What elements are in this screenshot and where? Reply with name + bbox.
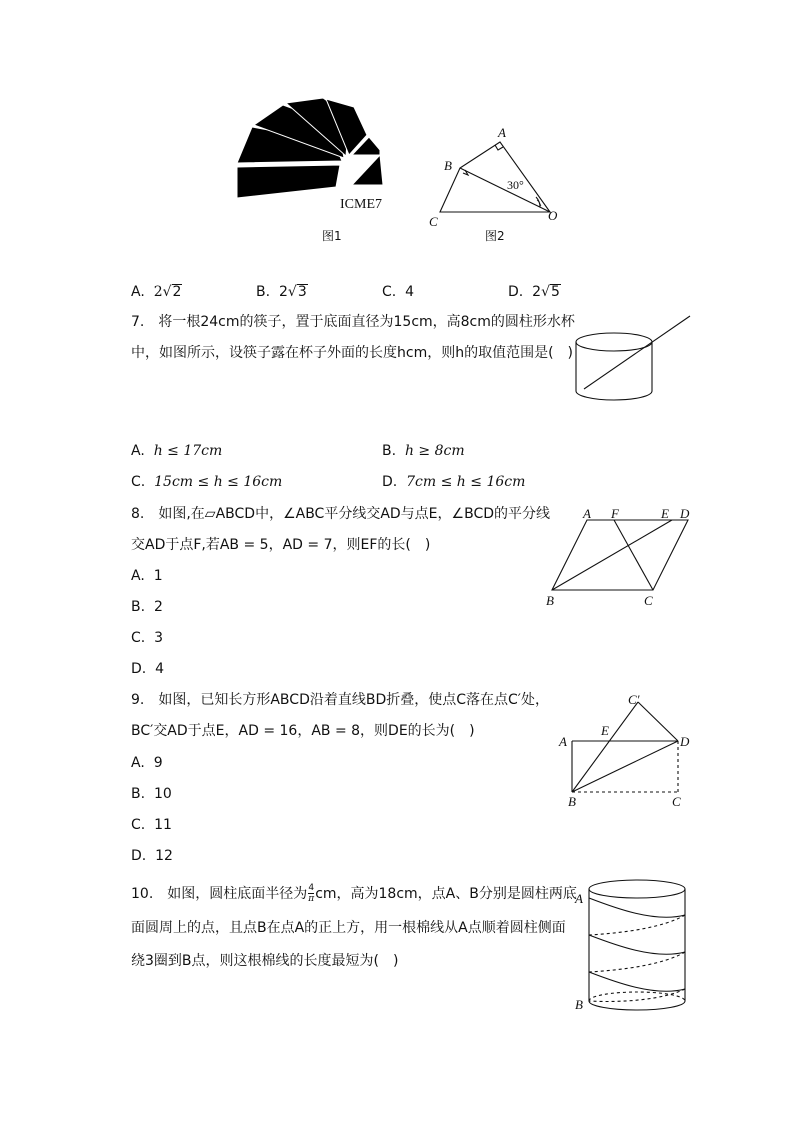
q8-stem-line-1: 8. 如图,在▱ABCD中，∠ABC平分线交AD与点E，∠BCD的平分线	[131, 506, 550, 522]
q8-label-e: E	[661, 506, 669, 521]
q10-stem-line-1: 10. 如图，圆柱底面半径为 $\frac{4}{\pi}$ cm，高为18cm，点A、B分别是圆柱两底	[131, 883, 577, 904]
q8-option-a: A. 1	[131, 568, 163, 584]
q6-option-a: A. 2√2	[131, 284, 182, 300]
q7-cup-figure	[572, 312, 697, 407]
q9-option-b: B. 10	[131, 786, 172, 802]
q7-option-a: A. h ≤ 17cm	[131, 443, 223, 459]
q9-stem-line-2: BC′交AD于点E，AD = 16，AB = 8，则DE的长为( )	[131, 723, 475, 739]
q9-option-a: A. 9	[131, 755, 163, 771]
q10-cylinder-figure	[585, 875, 695, 1020]
figure-2-triangle	[420, 120, 560, 230]
fig2-angle-label: 30°	[507, 178, 524, 192]
q9-label-a: A	[559, 734, 567, 749]
q6-option-c: C. 4	[382, 284, 415, 300]
q9-option-d: D. 12	[131, 848, 173, 864]
q7-stem-line-2: 中，如图所示，设筷子露在杯子外面的长度hcm，则h的取值范围是( )	[131, 345, 574, 361]
fig1-logo-text: ICME7	[340, 197, 382, 212]
q9-label-b: B	[568, 794, 576, 809]
q9-label-e: E	[601, 723, 609, 738]
q10-frac-den: π	[308, 894, 315, 904]
q8-label-b: B	[546, 593, 554, 608]
q9-fold-rectangle-figure	[560, 695, 690, 805]
q10-label-a: A	[575, 891, 583, 906]
q9-label-c-prime: C′	[628, 692, 640, 707]
fig2-label-b: B	[444, 158, 452, 173]
q6-option-d: D. 2√5	[508, 284, 560, 300]
q7-option-c: C. 15cm ≤ h ≤ 16cm	[131, 474, 283, 490]
figure-1-icme7-logo	[230, 95, 390, 205]
fig1-caption: 图1	[322, 229, 342, 243]
fig2-label-o: O	[548, 208, 558, 223]
q10-stem-line-3: 绕3圈到B点，则这根棉线的长度最短为( )	[131, 953, 399, 969]
q9-label-c: C	[672, 794, 681, 809]
q8-parallelogram-figure	[540, 505, 700, 605]
q9-stem-line-1: 9. 如图，已知长方形ABCD沿着直线BD折叠，使点C落在点C′处，	[131, 692, 549, 708]
q10-label-b: B	[575, 997, 583, 1012]
fig2-caption: 图2	[485, 229, 505, 243]
q8-label-f: F	[611, 506, 619, 521]
q7-option-d: D. 7cm ≤ h ≤ 16cm	[382, 474, 526, 490]
q7-stem-line-1: 7. 将一根24cm的筷子，置于底面直径为15cm，高8cm的圆柱形水杯	[131, 314, 575, 330]
q8-label-a: A	[583, 506, 591, 521]
fig2-label-a: A	[498, 125, 506, 140]
q7-option-b: B. h ≥ 8cm	[382, 443, 465, 459]
q8-label-c: C	[644, 593, 653, 608]
q6-option-b: B. 2√3	[256, 284, 307, 300]
q8-label-d: D	[680, 506, 690, 521]
q8-option-d: D. 4	[131, 661, 165, 677]
fig2-label-c: C	[429, 214, 438, 229]
q10-frac-num: 4	[308, 883, 315, 893]
q8-option-c: C. 3	[131, 630, 164, 646]
q9-label-d: D	[680, 734, 690, 749]
q8-option-b: B. 2	[131, 599, 163, 615]
q8-stem-line-2: 交AD于点F,若AB = 5，AD = 7，则EF的长( )	[131, 537, 431, 553]
q10-stem-line-2: 面圆周上的点，且点B在点A的正上方，用一根棉线从A点顺着圆柱侧面	[131, 920, 566, 936]
q9-option-c: C. 11	[131, 817, 172, 833]
